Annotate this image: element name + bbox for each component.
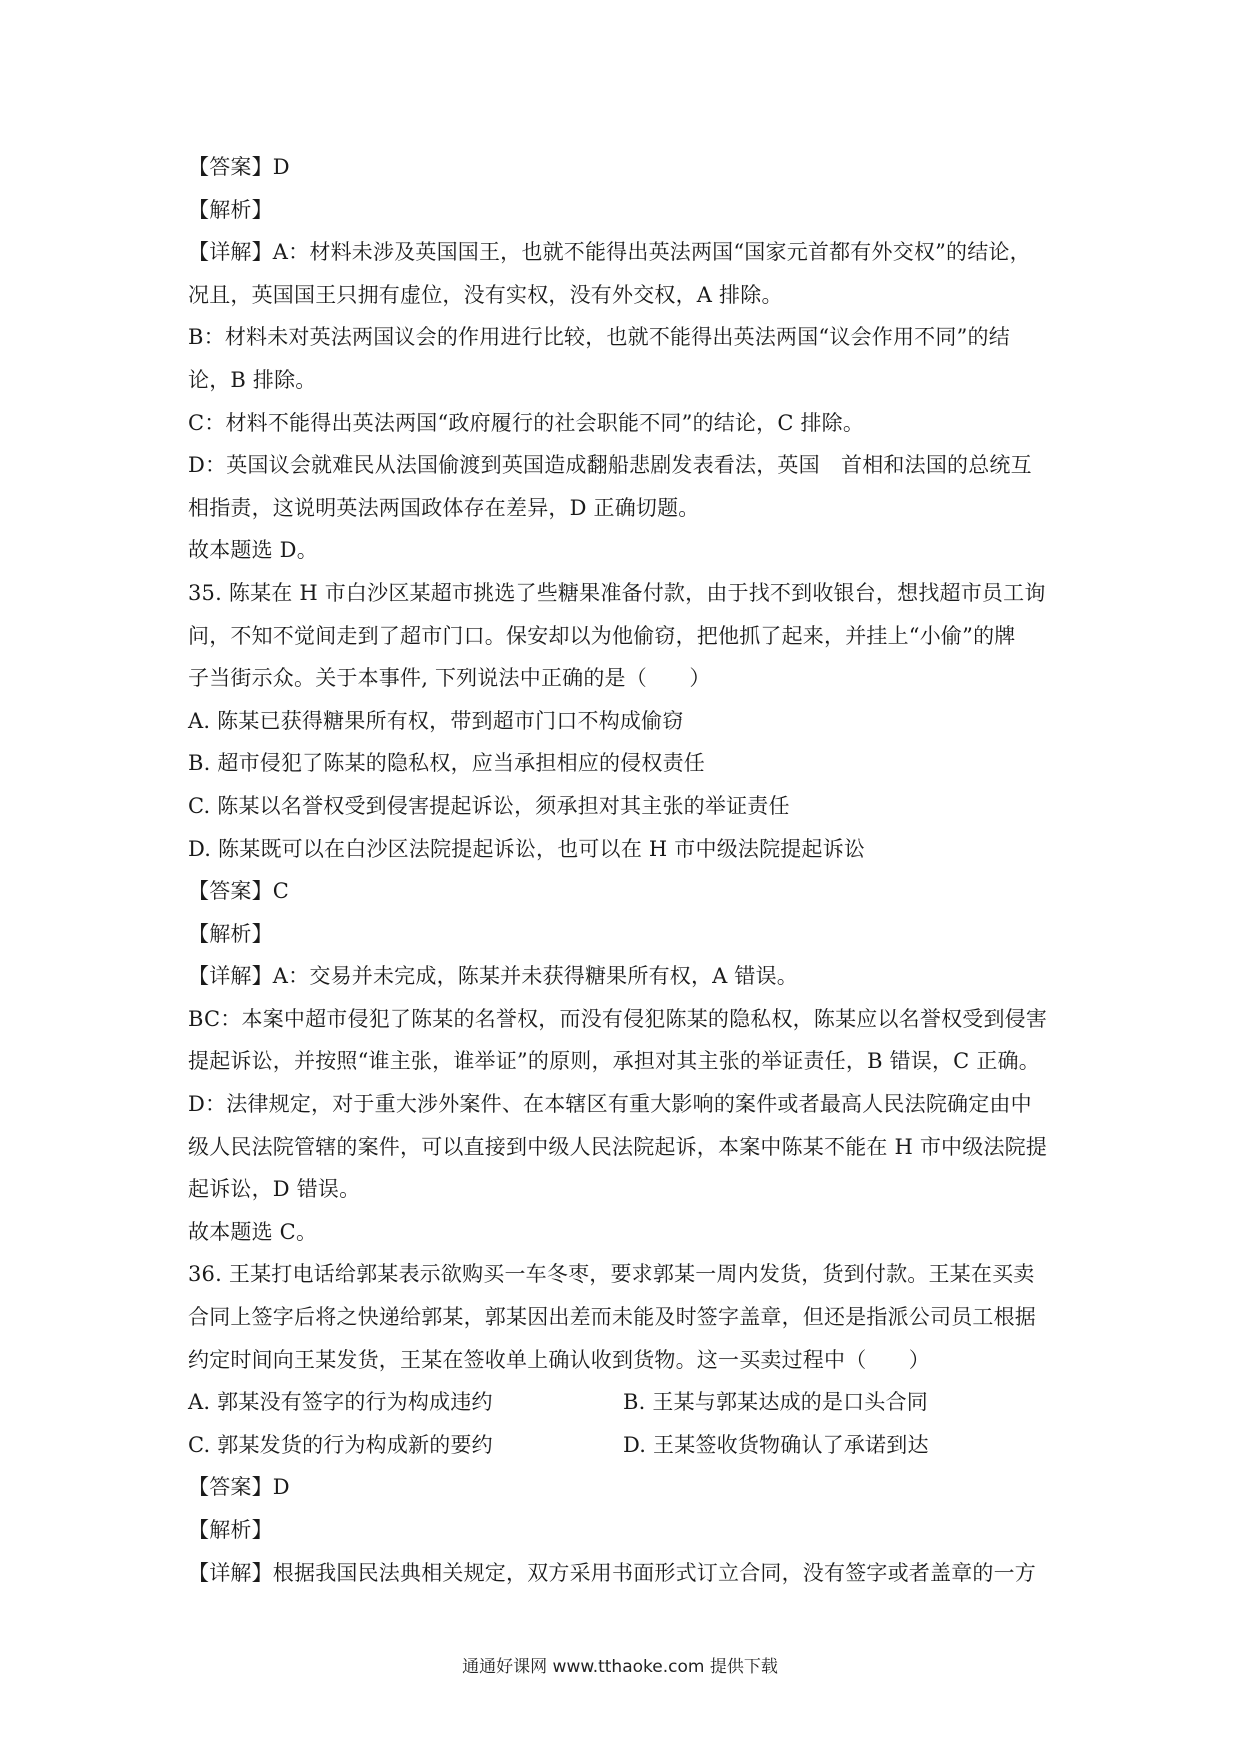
document-body — [188, 146, 1058, 1594]
answer-label: 【答案】D — [188, 155, 290, 179]
detail-line: 级人民法院管辖的案件，可以直接到中级人民法院起诉，本案中陈某不能在 H 市中级法院提 — [188, 1134, 1048, 1159]
question-35-text: 35. 陈某在 H 市白沙区某超市挑选了些糖果准备付款，由于找不到收银台，想找超市员工询 — [188, 580, 1046, 605]
detail-line: 【详解】A：材料未涉及英国国王，也就不能得出英法两国“国家元首都有外交权”的结论， — [188, 240, 1031, 265]
analysis-label: 【解析】 — [188, 921, 273, 946]
question-35-text: 问，不知不觉间走到了超市门口。保安却以为他偷窃，把他抓了起来，并挂上“小偷”的牌 — [188, 623, 1016, 648]
question-35-option-a: A. 陈某已获得糖果所有权，带到超市门口不构成偷窃 — [188, 708, 684, 733]
answer-label: 【答案】C — [188, 879, 290, 904]
question-36-options-row — [188, 1381, 1058, 1424]
question-36-option-c: C. 郭某发货的行为构成新的要约 — [188, 1432, 493, 1457]
question-36-option-d: D. 王某签收货物确认了承诺到达 — [623, 1432, 929, 1457]
question-36-option-b: B. 王某与郭某达成的是口头合同 — [623, 1390, 928, 1415]
analysis-label: 【解析】 — [188, 197, 273, 222]
detail-line: 【详解】根据我国民法典相关规定，双方采用书面形式订立合同，没有签字或者盖章的一方 — [188, 1560, 1036, 1585]
detail-line: C：材料不能得出英法两国“政府履行的社会职能不同”的结论，C 排除。 — [188, 410, 865, 435]
detail-line: D：法律规定，对于重大涉外案件、在本辖区有重大影响的案件或者最高人民法院确定由中 — [188, 1092, 1032, 1117]
question-35-text: 子当街示众。关于本事件, 下列说法中正确的是（ ） — [188, 666, 711, 691]
detail-line: B：材料未对英法两国议会的作用进行比较，也就不能得出英法两国“议会作用不同”的结 — [188, 325, 1010, 350]
question-36-options-row — [188, 1424, 1058, 1467]
question-36-text: 36. 王某打电话给郭某表示欲购买一车冬枣，要求郭某一周内发货，货到付款。王某在买卖 — [188, 1262, 1035, 1287]
detail-line: 论，B 排除。 — [188, 367, 317, 392]
question-36-option-a: A. 郭某没有签字的行为构成违约 — [188, 1390, 493, 1415]
detail-line: BC：本案中超市侵犯了陈某的名誉权，而没有侵犯陈某的隐私权，陈某应以名誉权受到侵害 — [188, 1006, 1048, 1031]
question-36-text: 约定时间向王某发货，王某在签收单上确认收到货物。这一买卖过程中（ ） — [188, 1347, 930, 1372]
question-35-option-b: B. 超市侵犯了陈某的隐私权，应当承担相应的侵权责任 — [188, 751, 705, 776]
detail-line: D：英国议会就难民从法国偷渡到英国造成翻船悲剧发表看法，英国 首相和法国的总统互 — [188, 453, 1032, 478]
page-footer: 通通好课网 www.tthaoke.com 提供下载 — [462, 1657, 778, 1677]
detail-line: 【详解】A：交易并未完成，陈某并未获得糖果所有权，A 错误。 — [188, 964, 799, 989]
detail-line: 起诉讼，D 错误。 — [188, 1177, 361, 1202]
answer-label: 【答案】D — [188, 1475, 290, 1500]
conclusion-line: 故本题选 D。 — [188, 538, 318, 563]
detail-line: 况且，英国国王只拥有虚位，没有实权，没有外交权，A 排除。 — [188, 282, 783, 307]
question-35-option-d: D. 陈某既可以在白沙区法院提起诉讼，也可以在 H 市中级法院提起诉讼 — [188, 836, 866, 861]
detail-line: 相指责，这说明英法两国政体存在差异，D 正确切题。 — [188, 495, 700, 520]
detail-line: 提起诉讼，并按照“谁主张，谁举证”的原则，承担对其主张的举证责任，B 错误，C 正确。 — [188, 1049, 1040, 1074]
question-36-text: 合同上签字后将之快递给郭某，郭某因出差而未能及时签字盖章，但还是指派公司员工根据 — [188, 1305, 1036, 1330]
analysis-label: 【解析】 — [188, 1518, 273, 1542]
conclusion-line: 故本题选 C。 — [188, 1219, 318, 1244]
question-35-option-c: C. 陈某以名誉权受到侵害提起诉讼，须承担对其主张的举证责任 — [188, 793, 790, 818]
